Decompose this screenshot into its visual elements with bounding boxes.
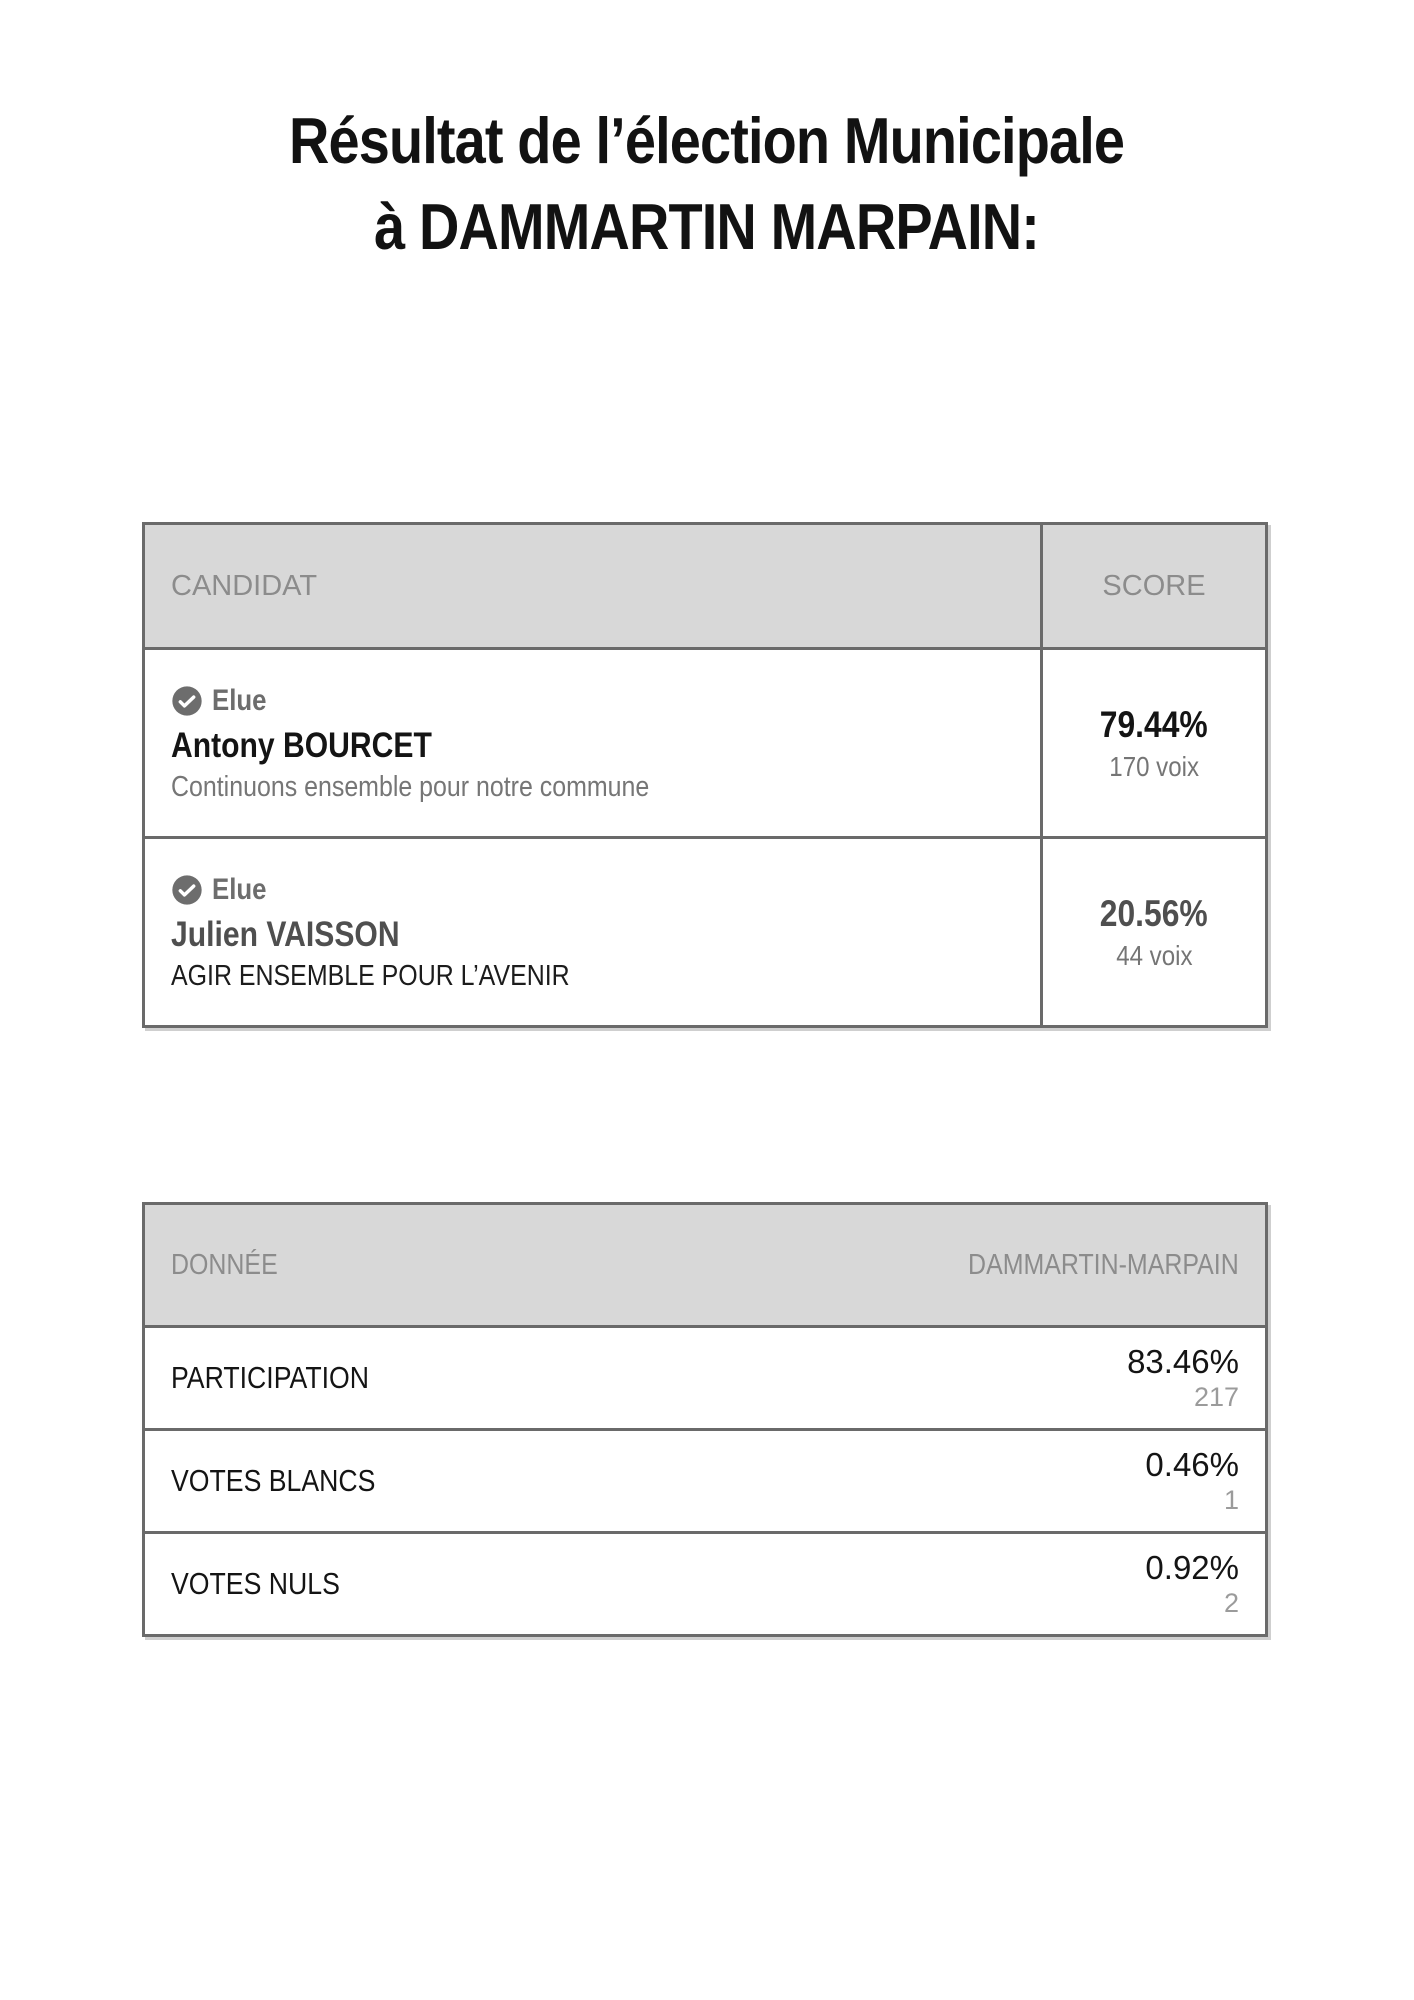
- stat-value: [1127, 1343, 1239, 1414]
- elected-badge-label: Elue: [212, 684, 267, 717]
- check-circle-icon: [171, 685, 203, 717]
- header-cell-score: SCORE: [1040, 525, 1265, 647]
- candidate-name: Antony BOURCET: [171, 726, 432, 765]
- candidate-score-cell: [1040, 839, 1265, 1025]
- stats-table-header: [145, 1205, 1265, 1328]
- stat-row: [145, 1328, 1265, 1431]
- stat-value: [1145, 1549, 1239, 1620]
- header-cell-commune: DAMMARTIN-MARPAIN: [968, 1248, 1239, 1281]
- candidate-info: [145, 650, 1040, 836]
- candidate-slate: AGIR ENSEMBLE POUR L’AVENIR: [171, 960, 570, 992]
- page-title-line2: à DAMMARTIN MARPAIN:: [374, 190, 1040, 264]
- stat-count: 1: [1223, 1484, 1239, 1515]
- stat-row: [145, 1534, 1265, 1634]
- stat-percent: 0.46%: [1145, 1445, 1239, 1483]
- stat-count: 2: [1223, 1587, 1239, 1618]
- stat-value: [1145, 1446, 1239, 1517]
- check-circle-icon: [171, 874, 203, 906]
- stat-label: VOTES NULS: [171, 1566, 340, 1601]
- stats-table: [142, 1202, 1268, 1637]
- score-percent: 79.44%: [1100, 703, 1208, 745]
- score-percent: 20.56%: [1100, 892, 1208, 934]
- candidate-row: [145, 839, 1265, 1025]
- page-title: [0, 98, 1414, 271]
- elected-badge: [171, 873, 1040, 907]
- score-votes: 44 voix: [1115, 939, 1193, 971]
- score-votes: 170 voix: [1109, 750, 1199, 782]
- candidate-row: [145, 650, 1265, 839]
- candidate-name: Julien VAISSON: [171, 915, 400, 954]
- stat-label: PARTICIPATION: [171, 1360, 370, 1395]
- page-title-line1: Résultat de l’élection Municipale: [289, 104, 1125, 177]
- elected-badge-label: Elue: [212, 873, 267, 906]
- results-table: [142, 522, 1268, 1028]
- stat-label: VOTES BLANCS: [171, 1463, 376, 1498]
- candidate-score-cell: [1040, 650, 1265, 836]
- results-table-header: [145, 525, 1265, 650]
- header-cell-donnee: DONNÉE: [171, 1248, 278, 1281]
- stat-row: [145, 1431, 1265, 1534]
- candidate-slate: Continuons ensemble pour notre commune: [171, 771, 650, 803]
- stat-count: 217: [1193, 1381, 1239, 1412]
- header-cell-candidat: CANDIDAT: [171, 569, 318, 602]
- candidate-info: [145, 839, 1040, 1025]
- elected-badge: [171, 684, 1040, 718]
- stat-percent: 0.92%: [1145, 1548, 1239, 1586]
- stat-percent: 83.46%: [1127, 1342, 1239, 1380]
